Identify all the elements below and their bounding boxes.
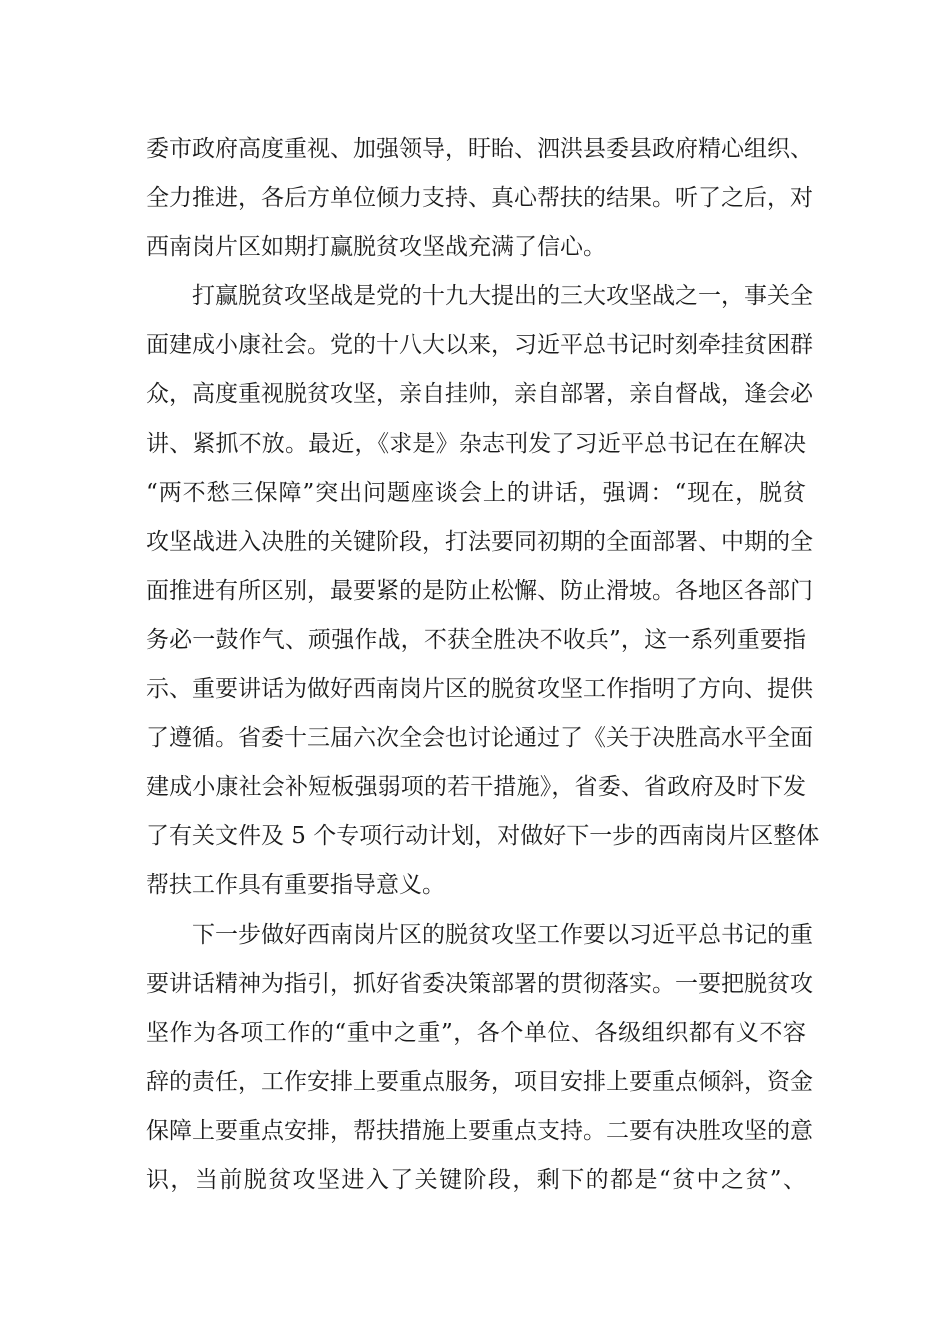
text-line: 面推进有所区别，最要紧的是防止松懈、防止滑坡。各地区各部门 <box>146 577 813 604</box>
text-line: 保障上要重点安排，帮扶措施上要重点支持。二要有决胜攻坚的意 <box>146 1117 813 1144</box>
text-line: “两不愁三保障”突出问题座谈会上的讲话，强调：“现在，脱贫 <box>146 479 806 506</box>
text-line: 西南岗片区如期打赢脱贫攻坚战充满了信心。 <box>146 234 606 261</box>
text-line: 坚作为各项工作的“重中之重”，各个单位、各级组织都有义不容 <box>146 1019 806 1046</box>
text-line: 下一步做好西南岗片区的脱贫攻坚工作要以习近平总书记的重 <box>192 921 813 948</box>
text-line: 了有关文件及 5 个专项行动计划，对做好下一步的西南岗片区整体 <box>146 823 820 850</box>
text-line: 识，当前脱贫攻坚进入了关键阶段，剩下的都是“贫中之贫”、 <box>146 1166 806 1193</box>
text-line: 了遵循。省委十三届六次全会也讨论通过了《关于决胜高水平全面 <box>146 725 813 752</box>
text-line: 委市政府高度重视、加强领导，盱眙、泗洪县委县政府精心组织、 <box>146 136 813 162</box>
text-line: 务必一鼓作气、顽强作战，不获全胜决不收兵”，这一系列重要指 <box>146 626 806 653</box>
text-line: 辞的责任，工作安排上要重点服务，项目安排上要重点倾斜，资金 <box>146 1068 813 1095</box>
text-line: 建成小康社会补短板强弱项的若干措施》，省委、省政府及时下发 <box>146 774 806 801</box>
text-line: 帮扶工作具有重要指导意义。 <box>146 872 445 899</box>
text-line: 讲、紧抓不放。最近，《求是》杂志刊发了习近平总书记在在解决 <box>146 430 806 457</box>
text-line: 面建成小康社会。党的十八大以来，习近平总书记时刻牵挂贫困群 <box>146 332 813 359</box>
text-line: 示、重要讲话为做好西南岗片区的脱贫攻坚工作指明了方向、提供 <box>146 676 813 703</box>
text-line: 攻坚战进入决胜的关键阶段，打法要同初期的全面部署、中期的全 <box>146 528 813 555</box>
body-text <box>146 133 820 1213</box>
text-line: 打赢脱贫攻坚战是党的十九大提出的三大攻坚战之一，事关全 <box>192 283 813 310</box>
text-line: 要讲话精神为指引，抓好省委决策部署的贯彻落实。一要把脱贫攻 <box>146 970 813 997</box>
text-line: 众，高度重视脱贫攻坚，亲自挂帅，亲自部署，亲自督战，逢会必 <box>146 381 813 408</box>
text-line: 全力推进，各后方单位倾力支持、真心帮扶的结果。听了之后，对 <box>146 185 813 212</box>
